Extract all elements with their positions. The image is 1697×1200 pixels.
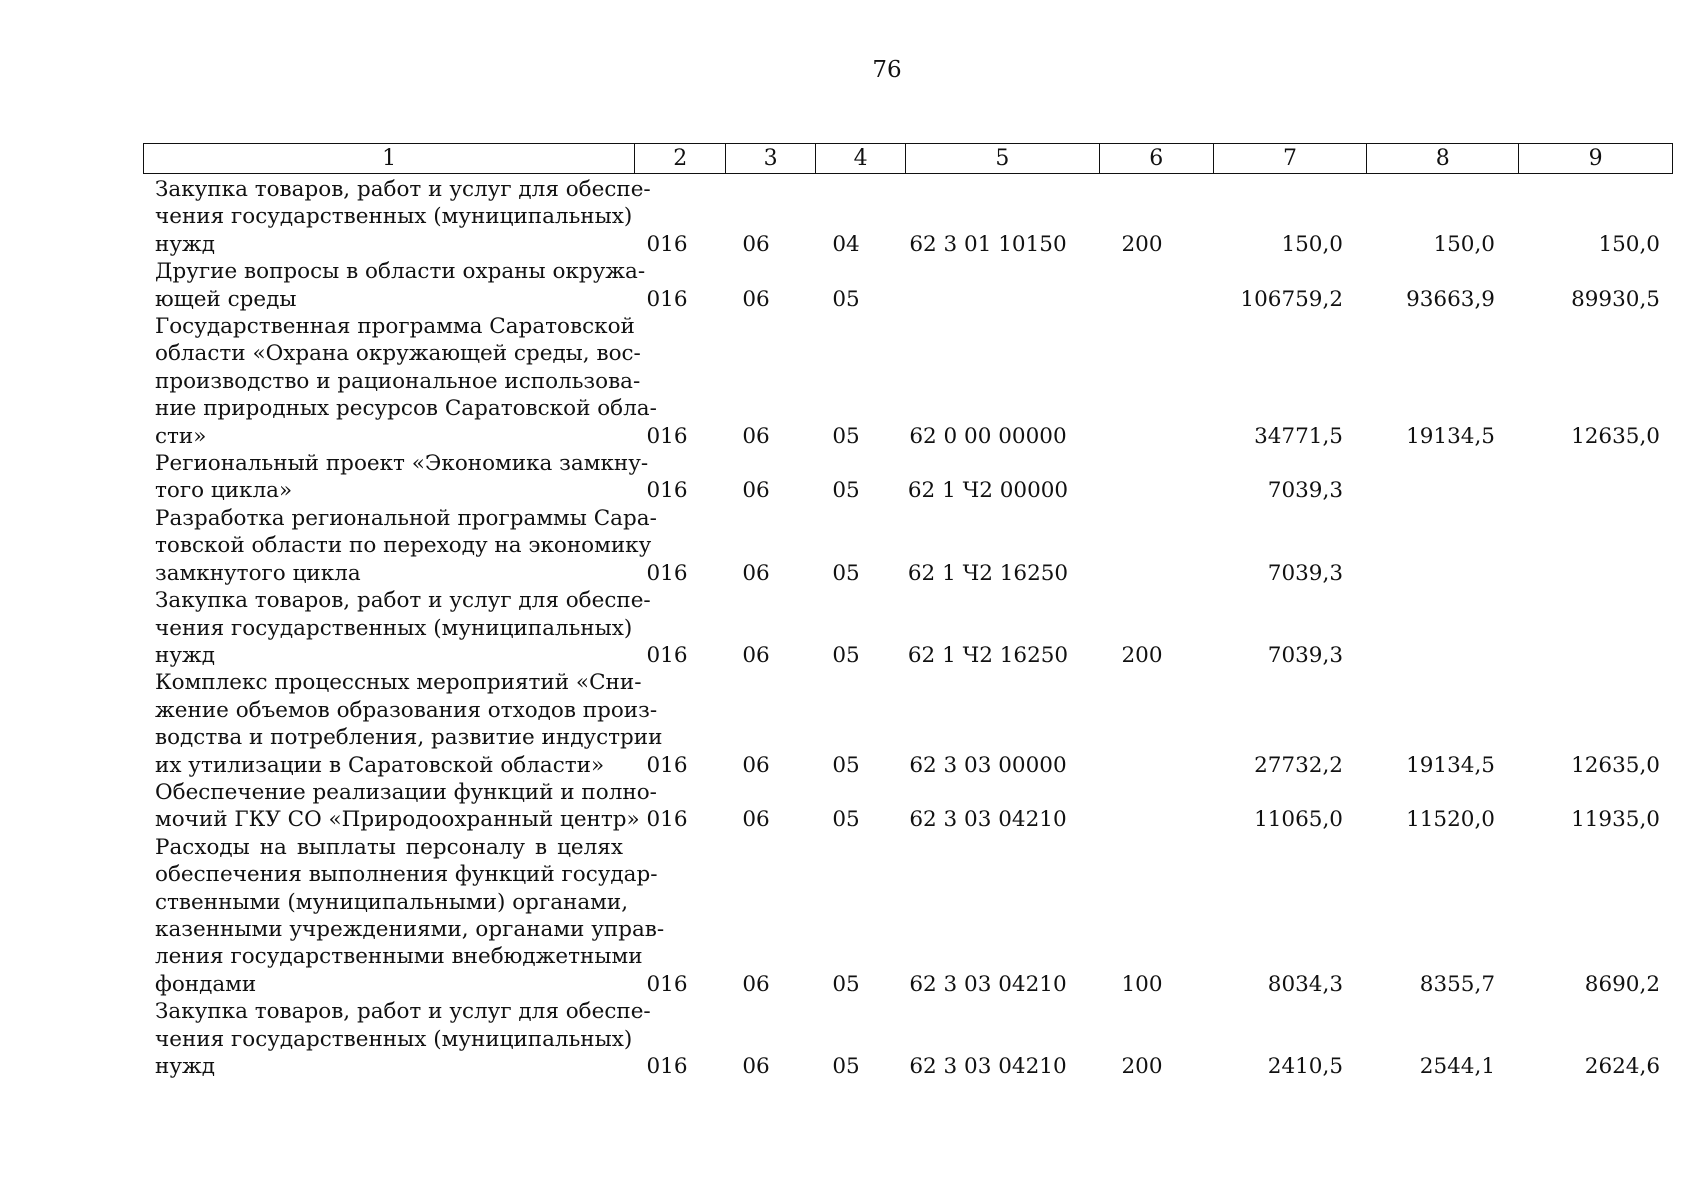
cell-ministry-code: 016 (646, 286, 688, 312)
cell-target-article: 62 0 00 00000 (909, 423, 1067, 449)
cell-section: 06 (742, 1054, 770, 1079)
cell-target-article: 62 3 03 04210 (909, 971, 1067, 997)
description-line: производство и рациональное использова- (155, 368, 641, 394)
cell-section: 06 (742, 286, 770, 312)
cell-expense-type: 200 (1121, 1054, 1163, 1079)
cell-amount-year2: 11520,0 (1406, 807, 1495, 833)
cell-target-article: 62 3 03 04210 (909, 807, 1067, 833)
cell-target-article: 62 3 01 10150 (909, 231, 1067, 257)
cell-subsection: 05 (832, 423, 860, 449)
row-description (155, 313, 657, 450)
description-line: Обеспечение реализации функций и полно- (155, 779, 657, 805)
row-description (155, 505, 657, 587)
description-line: ющей среды (155, 286, 297, 312)
cell-amount-year3: 89930,5 (1571, 286, 1660, 312)
table-header (143, 143, 1673, 174)
cell-subsection: 05 (832, 807, 860, 833)
table-row (155, 834, 1665, 998)
description-line: Другие вопросы в области охраны окружа- (155, 259, 646, 285)
description-line: области «Охрана окружающей среды, вос- (155, 341, 641, 367)
cell-amount-year1: 8034,3 (1267, 971, 1343, 997)
cell-amount-year1: 7039,3 (1267, 478, 1343, 504)
cell-expense-type: 200 (1121, 642, 1163, 668)
description-line: замкнутого цикла (155, 560, 361, 586)
table-row (155, 505, 1665, 587)
table-row (155, 176, 1665, 258)
description-line: ления государственными внебюджетными (155, 944, 643, 970)
cell-section: 06 (742, 478, 770, 504)
cell-ministry-code: 016 (646, 560, 688, 586)
description-line: нужд (155, 231, 215, 257)
cell-subsection: 04 (832, 231, 860, 257)
description-line: Региональный проект «Экономика замкну- (155, 451, 649, 477)
description-line: фондами (155, 971, 257, 997)
description-line: сти» (155, 423, 207, 449)
cell-section: 06 (742, 231, 770, 257)
description-line: Закупка товаров, работ и услуг для обеспе- (155, 177, 651, 202)
row-description (155, 669, 663, 779)
description-line: мочий ГКУ СО «Природоохранный центр» (155, 807, 640, 833)
row-description (155, 834, 665, 998)
cell-amount-year1: 7039,3 (1267, 642, 1343, 668)
header-col-2: 2 (635, 144, 726, 173)
cell-subsection: 05 (832, 642, 860, 668)
header-col-7: 7 (1214, 144, 1368, 173)
cell-target-article: 62 3 03 04210 (909, 1054, 1067, 1079)
cell-subsection: 05 (832, 286, 860, 312)
cell-amount-year2: 8355,7 (1419, 971, 1495, 997)
row-description (155, 450, 649, 505)
cell-section: 06 (742, 971, 770, 997)
row-description (155, 587, 651, 669)
table-row (155, 450, 1665, 505)
cell-amount-year1: 106759,2 (1240, 286, 1343, 312)
cell-expense-type: 200 (1121, 231, 1163, 257)
description-line: чения государственных (муниципальных) (155, 204, 633, 230)
description-line: их утилизации в Саратовской области» (155, 752, 605, 778)
table-row (155, 998, 1665, 1080)
cell-subsection: 05 (832, 971, 860, 997)
header-col-8: 8 (1367, 144, 1519, 173)
header-col-6: 6 (1100, 144, 1214, 173)
description-line: ственными (муниципальными) органами, (155, 889, 629, 915)
table-row (155, 258, 1665, 313)
row-description (155, 176, 651, 258)
description-line: Государственная программа Саратовской (155, 314, 635, 340)
header-col-4: 4 (816, 144, 906, 173)
cell-subsection: 05 (832, 1054, 860, 1079)
description-line: нужд (155, 642, 215, 668)
description-line: Разработка региональной программы Сара- (155, 505, 657, 531)
description-line: водства и потребления, развитие индустрии (155, 725, 663, 751)
cell-subsection: 05 (832, 752, 860, 778)
description-line: обеспечения выполнения функций государ- (155, 862, 658, 888)
description-line: казенными учреждениями, органами управ- (155, 916, 665, 942)
cell-amount-year1: 27732,2 (1254, 752, 1343, 778)
cell-target-article: 62 1 Ч2 16250 (907, 560, 1069, 586)
description-line: Комплекс процессных мероприятий «Сни- (155, 670, 642, 696)
cell-amount-year3: 2624,6 (1584, 1054, 1660, 1079)
table-row (155, 779, 1665, 834)
cell-expense-type: 100 (1121, 971, 1163, 997)
table-row (155, 313, 1665, 450)
cell-target-article: 62 1 Ч2 16250 (907, 642, 1069, 668)
cell-ministry-code: 016 (646, 807, 688, 833)
cell-section: 06 (742, 752, 770, 778)
description-line: нужд (155, 1054, 215, 1079)
description-line: Закупка товаров, работ и услуг для обеспе- (155, 999, 651, 1025)
header-col-9: 9 (1588, 146, 1603, 171)
cell-target-article: 62 1 Ч2 00000 (907, 478, 1069, 504)
cell-ministry-code: 016 (646, 478, 688, 504)
table-row (155, 669, 1665, 779)
header-col-3: 3 (726, 144, 816, 173)
row-description (155, 998, 651, 1080)
cell-target-article: 62 3 03 00000 (909, 752, 1067, 778)
cell-amount-year1: 11065,0 (1254, 807, 1343, 833)
cell-amount-year1: 7039,3 (1267, 560, 1343, 586)
cell-amount-year3: 11935,0 (1571, 807, 1660, 833)
cell-section: 06 (742, 423, 770, 449)
cell-amount-year2: 19134,5 (1406, 752, 1495, 778)
description-line: жение объемов образования отходов произ- (155, 697, 658, 723)
cell-amount-year2: 19134,5 (1406, 423, 1495, 449)
cell-amount-year2: 93663,9 (1406, 286, 1495, 312)
description-line: товской области по переходу на экономику (155, 533, 652, 559)
table-body (155, 176, 1665, 1080)
cell-amount-year1: 2410,5 (1267, 1054, 1343, 1079)
cell-amount-year2: 150,0 (1433, 231, 1495, 257)
description-line: того цикла» (155, 478, 293, 504)
cell-amount-year1: 34771,5 (1254, 423, 1343, 449)
cell-amount-year1: 150,0 (1281, 231, 1343, 257)
header-col-1: 1 (144, 144, 635, 173)
cell-amount-year3: 12635,0 (1571, 423, 1660, 449)
cell-ministry-code: 016 (646, 752, 688, 778)
cell-section: 06 (742, 642, 770, 668)
cell-section: 06 (742, 560, 770, 586)
row-description (155, 779, 657, 834)
table-row (155, 587, 1665, 669)
cell-subsection: 05 (832, 560, 860, 586)
cell-ministry-code: 016 (646, 971, 688, 997)
cell-amount-year3: 12635,0 (1571, 752, 1660, 778)
row-description (155, 258, 646, 313)
description-line: Расходы на выплаты персоналу в целях (155, 834, 623, 860)
description-line: Закупка товаров, работ и услуг для обеспе- (155, 588, 651, 614)
cell-ministry-code: 016 (646, 642, 688, 668)
cell-ministry-code: 016 (646, 231, 688, 257)
cell-section: 06 (742, 807, 770, 833)
description-line: ние природных ресурсов Саратовской обла- (155, 396, 657, 422)
cell-ministry-code: 016 (646, 1054, 688, 1079)
page-number: 76 (872, 57, 902, 83)
header-col-5: 5 (906, 144, 1100, 173)
description-line: чения государственных (муниципальных) (155, 1026, 633, 1052)
cell-subsection: 05 (832, 478, 860, 504)
cell-amount-year3: 8690,2 (1584, 971, 1660, 997)
cell-ministry-code: 016 (646, 423, 688, 449)
description-line: чения государственных (муниципальных) (155, 615, 633, 641)
cell-amount-year3: 150,0 (1598, 231, 1660, 257)
cell-amount-year2: 2544,1 (1419, 1054, 1495, 1079)
